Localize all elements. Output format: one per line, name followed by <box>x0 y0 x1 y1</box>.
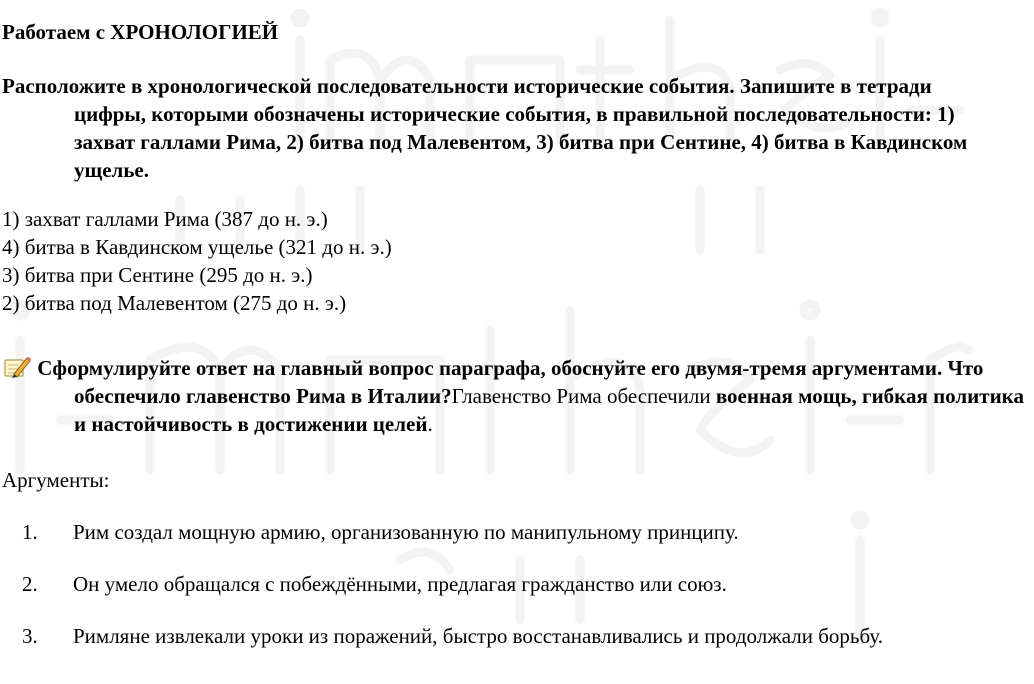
answer-end: . <box>427 412 433 436</box>
task-statement: Расположите в хронологической последовательности исторические события. Запишите в тетради цифры, которыми обозначены исторические события, в правильной последовательности: 1) захват галлами Рима, 2) битва под Малевентом, 3) битва при Сентине, 4) битва в Кавдинском ущелье. <box>2 74 968 182</box>
answer-line: 2) битва под Малевентом (275 до н. э.) <box>2 291 347 315</box>
pencil-icon <box>2 354 32 380</box>
question-prompt: Сформулируйте ответ на главный вопрос параграфа, обоснуйте его двумя-тремя аргументами. Что обеспечило главенство Рима в Италии? <box>37 356 984 408</box>
argument-text: Рим создал мощную армию, организованную по манипульному принципу. <box>73 520 739 544</box>
answer-bold: военная мощь, гибкая политика и настойчивость в достижении целей <box>74 384 1024 436</box>
answer-line: 4) битва в Кавдинском ущелье (321 до н. э.) <box>2 235 392 259</box>
task-text <box>2 72 968 184</box>
answer-line: 3) битва при Сентине (295 до н. э.) <box>2 263 313 287</box>
argument-text: Римляне извлекали уроки из поражений, быстро восстанавливались и продолжали борьбу. <box>73 624 883 648</box>
answer-line: 1) захват галлами Рима (387 до н. э.) <box>2 207 328 231</box>
section-heading: Работаем с ХРОНОЛОГИЕЙ <box>2 20 279 44</box>
argument-number: 1. <box>22 520 38 544</box>
argument-number: 2. <box>22 572 38 596</box>
answer-start: Главенство Рима обеспечили <box>451 384 716 408</box>
argument-text: Он умело обращался с побеждёнными, предлагая гражданство или союз. <box>73 572 727 596</box>
main-question <box>2 354 1034 438</box>
arguments-label: Аргументы: <box>2 468 110 492</box>
argument-number: 3. <box>22 624 38 648</box>
answer-list <box>2 205 392 317</box>
